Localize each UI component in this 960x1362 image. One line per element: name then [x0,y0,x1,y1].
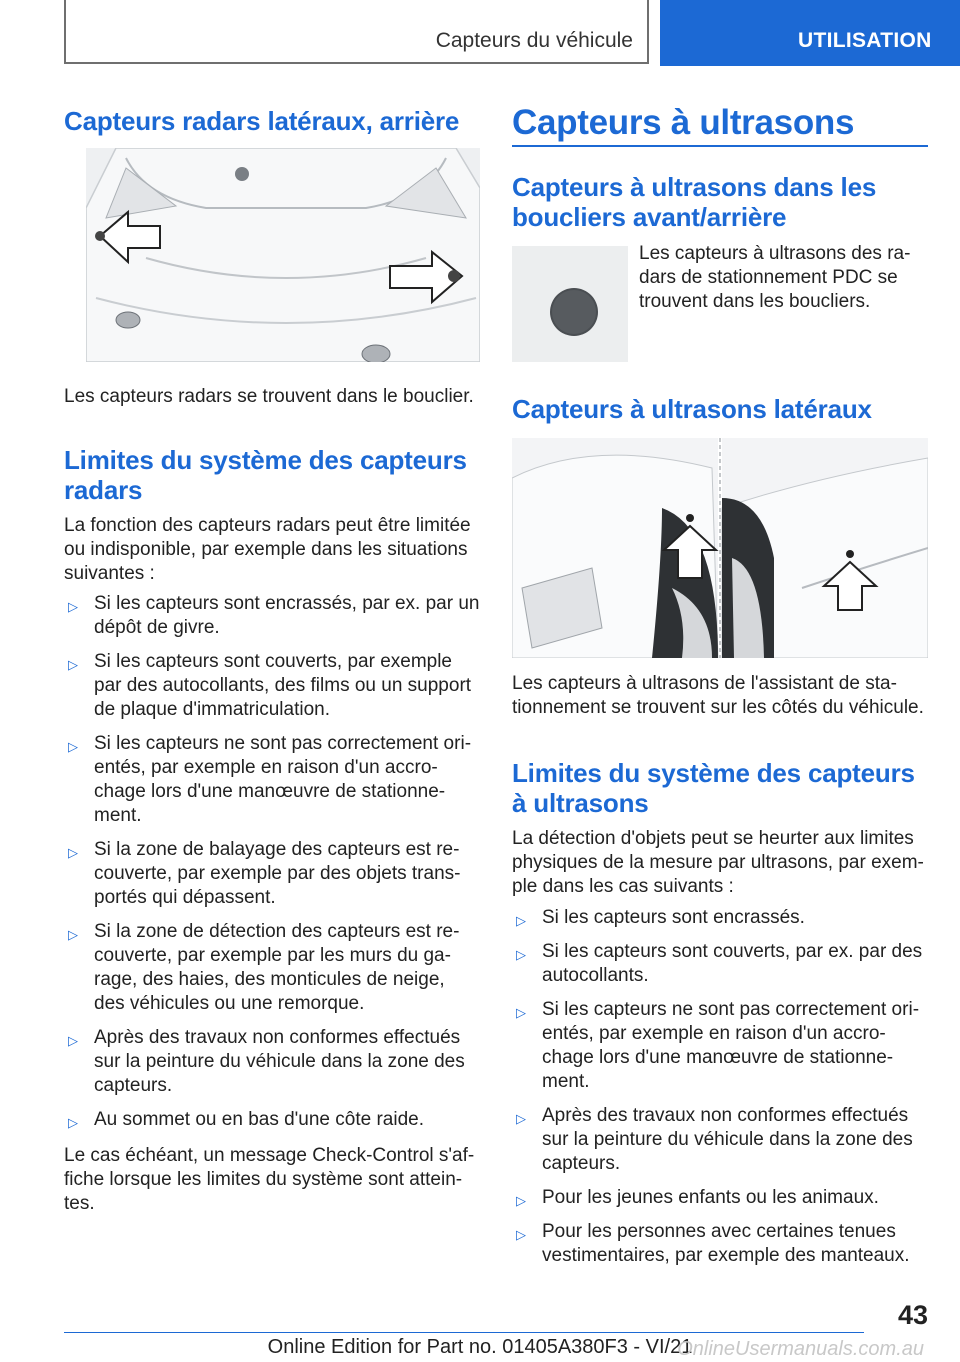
radar-sensors-title: Capteurs radars latéraux, arrière [64,106,460,136]
bullet-triangle-icon: ▷ [516,1111,526,1126]
bullet-triangle-icon: ▷ [68,599,78,614]
bumper-sensors-text: Les capteurs à ultrasons des radars de stationnement PDC se trouvent dans les boucliers. [639,243,911,312]
header-chapter-label: UTILISATION [798,29,932,52]
list-item: ▷ Si la zone de balayage des capteurs est recouverte, par exemple par des objets transportés qui dépassent. [68,839,461,908]
bullet-triangle-icon: ▷ [68,845,78,860]
watermark: OnlineUsermanuals.com.au [677,1338,924,1360]
header-section-box [64,0,649,64]
ultrasonic-main-title: Capteurs à ultrasons [512,103,855,142]
list-item: ▷ Si les capteurs ne sont pas correctement orientés, par exemple en raison d'un accrochage lors d'une manœuvre de stationnement. [68,733,472,826]
radar-sensors-caption: Les capteurs radars se trouvent dans le bouclier. [64,386,474,407]
list-item: ▷ Pour les personnes avec certaines tenues vestimentaires, par exemple des manteaux. [516,1221,910,1266]
radar-limits-intro: La fonction des capteurs radars peut être limitée ou indisponible, par exemple dans les situations suivantes : [64,515,471,584]
list-item: ▷ Si la zone de détection des capteurs est recouverte, par exemple par les murs du garage, des haies, des monticules de neige, des véhicules ou une remorque. [68,921,460,1014]
bullet-triangle-icon: ▷ [68,657,78,672]
side-sensors-title: Capteurs à ultrasons latéraux [512,394,872,424]
list-item: ▷ Après des travaux non conformes effectués sur la peinture du véhicule dans la zone des capteurs. [516,1105,913,1174]
list-item: ▷ Après des travaux non conformes effectués sur la peinture du véhicule dans la zone des capteurs. [68,1027,465,1096]
list-item: ▷ Pour les jeunes enfants ou les animaux. [512,1186,928,1210]
header-chapter-tab [660,0,960,66]
bullet-triangle-icon: ▷ [68,927,78,942]
bullet-triangle-icon: ▷ [516,1193,526,1208]
page-number: 43 [897,1300,928,1330]
sensor-dot-illustration [512,246,628,362]
list-item: ▷ Si les capteurs sont couverts, par ex. par des autocollants. [516,941,923,986]
side-sensors-image [512,438,928,658]
bullet-triangle-icon: ▷ [68,1115,78,1130]
rear-bumper-illustration [86,148,480,362]
bumper-sensors-title: Capteurs à ultrasons dans les boucliers avant/arrière [512,172,877,232]
list-item: ▷ Au sommet ou en bas d'une côte raide. [64,1108,480,1132]
list-item: ▷ Si les capteurs ne sont pas correctement orientés, par exemple en raison d'un accrochage lors d'une manœuvre de stationnement. [516,999,920,1092]
page-header [0,0,960,66]
bullet-triangle-icon: ▷ [68,739,78,754]
header-section-title: Capteurs du véhicule [435,29,633,52]
side-sensors-caption: Les capteurs à ultrasons de l'assistant de stationnement se trouvent sur les côtés du véhicule. [512,673,924,718]
title-underline [512,145,928,147]
bullet-triangle-icon: ▷ [68,1033,78,1048]
bullet-triangle-icon: ▷ [516,1005,526,1020]
ultrasonic-limits-title: Limites du système des capteurs à ultrasons [512,758,915,818]
radar-limits-title: Limites du système des capteurs radars [64,445,467,505]
bullet-triangle-icon: ▷ [516,1227,526,1242]
list-item: ▷ Si les capteurs sont couverts, par exemple par des autocollants, des films ou un support de plaque d'immatriculation. [68,651,472,720]
radar-limits-outro: Le cas échéant, un message Check-Control s'affiche lorsque les limites du système sont atteintes. [64,1145,475,1214]
ultrasonic-limits-intro: La détection d'objets peut se heurter aux limites physiques de la mesure par ultrasons, par exemple dans les cas suivants : [512,828,924,897]
side-sensors-illustration [512,438,928,658]
sensor-closeup-image [512,246,628,362]
radar-limits-list [64,592,480,1136]
list-item: ▷ Si les capteurs sont encrassés, par ex. par un dépôt de givre. [68,593,480,638]
bullet-triangle-icon: ▷ [516,947,526,962]
footer-rule [64,1332,864,1333]
list-item: ▷ Si les capteurs sont encrassés. [512,906,928,930]
ultrasonic-limits-list [512,906,928,1268]
footer-edition-text: Online Edition for Part no. 01405A380F3 - VI/21 [267,1336,693,1358]
bullet-triangle-icon: ▷ [516,913,526,928]
rear-bumper-image [86,148,480,362]
